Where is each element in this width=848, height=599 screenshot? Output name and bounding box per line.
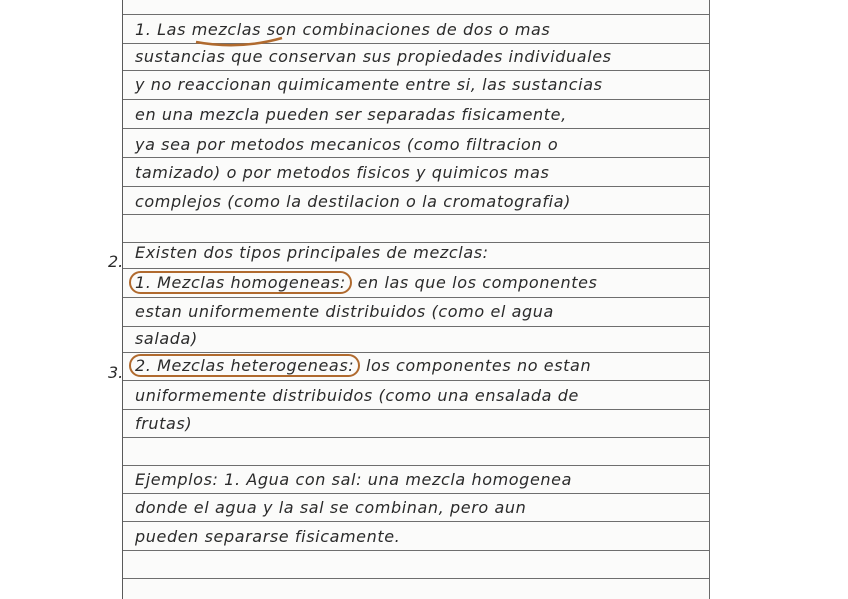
heterogeneas-line-2: uniformemente distribuidos (como una ensalada de	[135, 386, 579, 405]
heterogeneas-label: 2. Mezclas heterogeneas:	[129, 354, 360, 377]
section2-intro: Existen dos tipos principales de mezclas:	[135, 243, 489, 262]
paragraph1-line-3: y no reaccionan quimicamente entre si, las sustancias	[135, 75, 603, 94]
notebook-page	[122, 0, 710, 599]
homogeneas-line-3: salada)	[135, 329, 198, 348]
ruled-line	[123, 409, 709, 410]
ruled-line	[123, 297, 709, 298]
ruled-line	[123, 157, 709, 158]
paragraph1-line-4: en una mezcla pueden ser separadas fisicamente,	[135, 105, 567, 124]
ruled-line	[123, 214, 709, 215]
mezclas-underline-highlight	[190, 16, 290, 50]
ejemplos-line-3: pueden separarse fisicamente.	[135, 527, 401, 546]
homogeneas-line	[135, 273, 703, 293]
paragraph1-line-5: ya sea por metodos mecanicos (como filtracion o	[135, 135, 559, 154]
heterogeneas-text-1: los componentes no estan	[365, 356, 592, 375]
ejemplos-line-1: Ejemplos: 1. Agua con sal: una mezcla homogenea	[135, 470, 572, 489]
paragraph1-line-7: complejos (como la destilacion o la cromatografia)	[135, 192, 571, 211]
ruled-line	[123, 380, 709, 381]
ruled-line	[123, 99, 709, 100]
homogeneas-line-2: estan uniformemente distribuidos (como el agua	[135, 302, 554, 321]
ruled-line	[123, 326, 709, 327]
ruled-line	[123, 437, 709, 438]
ruled-line	[123, 268, 709, 269]
section2-number: 2.	[108, 252, 124, 271]
ruled-line	[123, 521, 709, 522]
ruled-line	[123, 128, 709, 129]
paragraph1-line-2: sustancias que conservan sus propiedades individuales	[135, 47, 612, 66]
section3-number: 3.	[108, 363, 124, 382]
paragraph1-line-1-text: 1. Las mezclas son combinaciones de dos o mas	[135, 20, 551, 39]
ruled-line	[123, 493, 709, 494]
heterogeneas-line-3: frutas)	[135, 414, 193, 433]
heterogeneas-line	[135, 356, 703, 376]
paragraph1-line-6: tamizado) o por metodos fisicos y quimicos mas	[135, 163, 550, 182]
ruled-line	[123, 465, 709, 466]
ejemplos-line-2: donde el agua y la sal se combinan, pero aun	[135, 498, 527, 517]
homogeneas-label: 1. Mezclas homogeneas:	[129, 271, 352, 294]
ruled-line	[123, 550, 709, 551]
ruled-line	[123, 70, 709, 71]
ruled-line	[123, 186, 709, 187]
ruled-line	[123, 578, 709, 579]
homogeneas-text-1: en las que los componentes	[357, 273, 598, 292]
